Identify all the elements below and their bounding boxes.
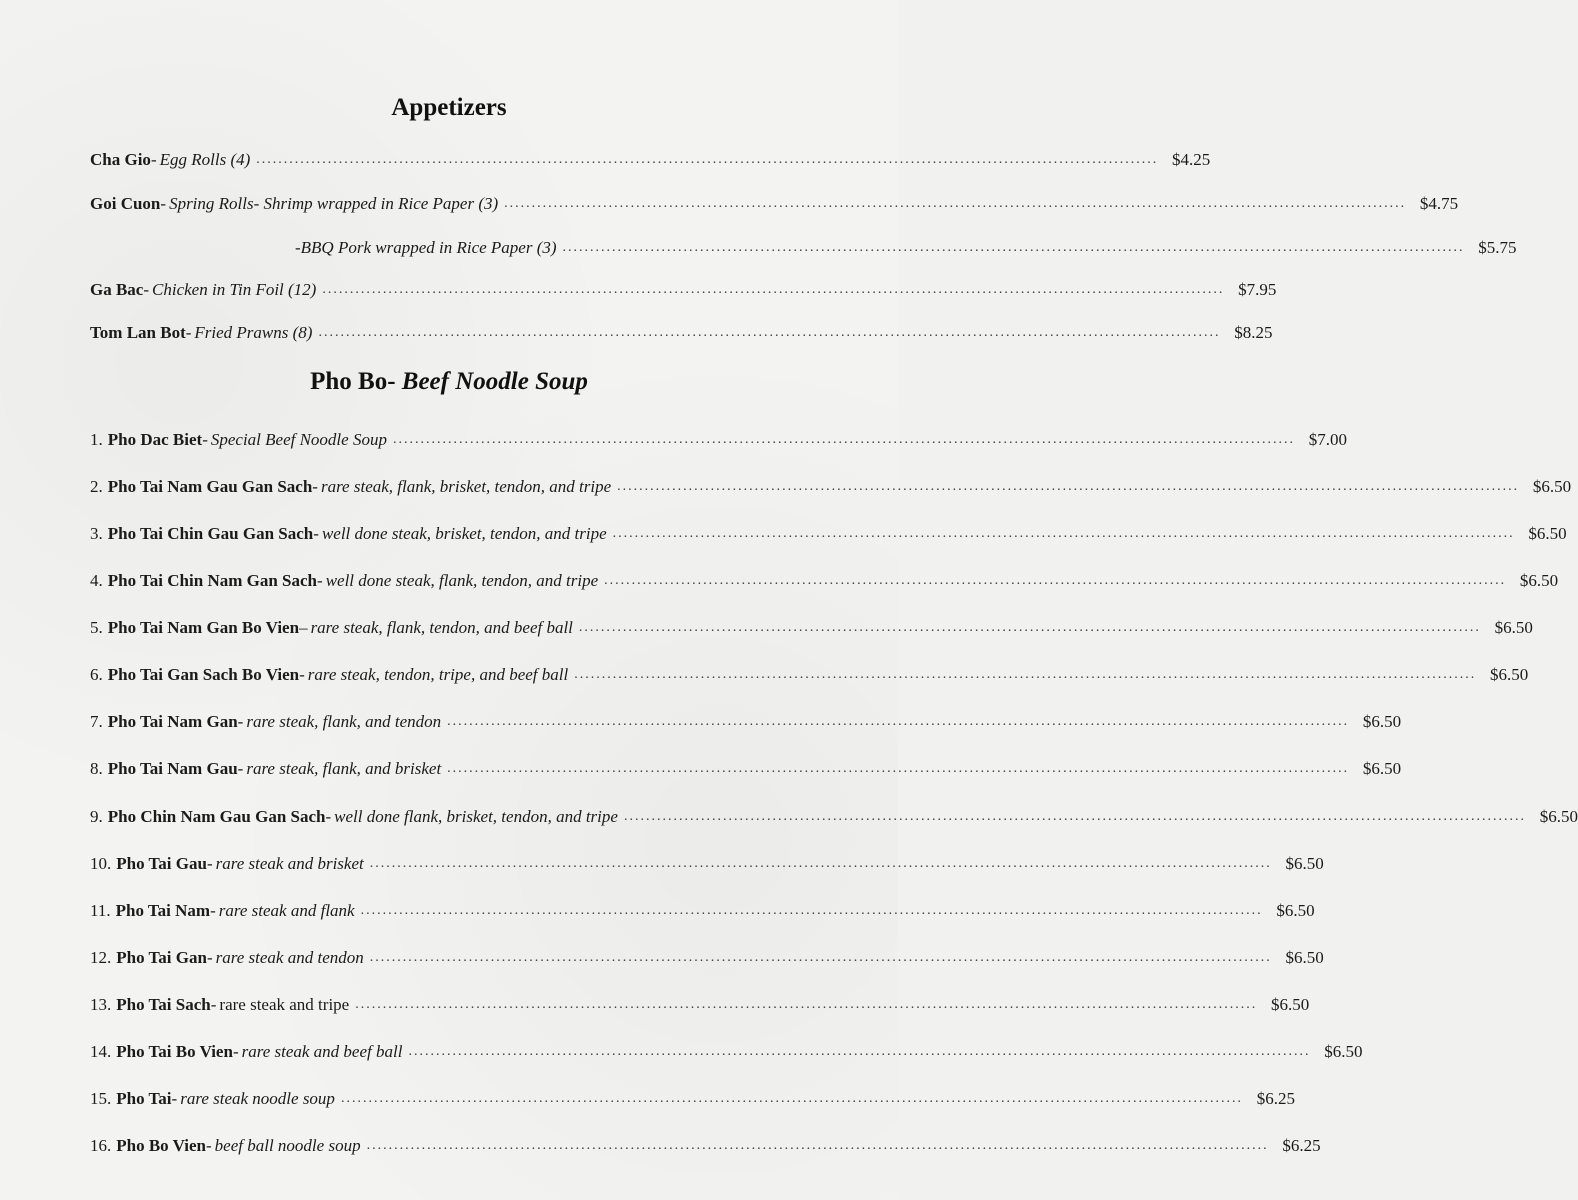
leader-dots: ....................................................................................................................................................................: [623, 809, 1526, 824]
item-separator: -: [206, 1136, 212, 1155]
item-name: Pho Tai Nam Gan Bo Vien: [107, 618, 300, 637]
item-name: Pho Tai Nam Gan: [107, 712, 238, 731]
item-name: Pho Tai Nam: [115, 901, 211, 920]
pho-item: [90, 514, 1567, 544]
item-separator: -: [232, 1042, 239, 1061]
leader-dots: ....................................................................................................................................................................: [447, 761, 1350, 776]
item-description: well done steak, brisket, tendon, and tripe: [321, 524, 607, 543]
item-separator: -: [202, 430, 208, 449]
pho-item: [90, 608, 1533, 638]
appetizer-item: [90, 184, 1459, 214]
item-description: well done flank, brisket, tendon, and tripe: [334, 807, 618, 826]
item-price: $4.75: [1419, 194, 1459, 213]
leader-dots: ....................................................................................................................................................................: [574, 667, 1477, 682]
item-description: well done steak, flank, tendon, and tripe: [325, 571, 599, 590]
item-separator: -: [313, 524, 319, 543]
item-description: Egg Rolls (4): [159, 150, 251, 169]
leader-dots: ....................................................................................................................................................................: [392, 432, 1295, 447]
leader-dots: ....................................................................................................................................................................: [504, 196, 1407, 211]
item-name: Pho Tai Bo Vien: [116, 1042, 233, 1061]
item-description: rare steak, flank, brisket, tendon, and tripe: [320, 477, 612, 496]
item-price: $6.50: [1276, 901, 1315, 920]
item-name: Pho Chin Nam Gau Gan Sach: [107, 807, 326, 826]
item-description: rare steak, tendon, tripe, and beef ball: [307, 665, 569, 684]
appetizers-heading: Appetizers: [391, 94, 507, 121]
item-description: rare steak and tendon: [215, 948, 364, 967]
pho-item: [90, 1032, 1363, 1062]
pho-item: [90, 1126, 1321, 1156]
pho-item: [90, 891, 1315, 921]
item-number: 11.: [90, 901, 111, 920]
item-number: 5.: [90, 618, 103, 637]
leader-dots: ....................................................................................................................................................................: [447, 714, 1350, 729]
item-description: rare steak noodle soup: [180, 1089, 335, 1108]
leader-dots: ....................................................................................................................................................................: [604, 573, 1507, 588]
item-description: rare steak, flank, and tendon: [246, 712, 442, 731]
leader-dots: ....................................................................................................................................................................: [612, 526, 1515, 541]
pho-item: [90, 702, 1402, 732]
appetizer-item: [90, 140, 1211, 170]
item-price: $6.25: [1256, 1089, 1295, 1108]
item-description: rare steak, flank, and brisket: [246, 759, 442, 778]
pho-item: [90, 749, 1402, 779]
item-description: Fried Prawns (8): [194, 323, 313, 342]
item-number: 4.: [90, 571, 103, 590]
item-price: $6.50: [1494, 618, 1533, 637]
item-separator: -: [210, 901, 216, 920]
item-price: $5.75: [1478, 238, 1517, 257]
item-number: 7.: [90, 712, 103, 731]
leader-dots: ....................................................................................................................................................................: [562, 240, 1465, 255]
item-separator: -: [210, 995, 217, 1014]
item-separator: –: [299, 618, 308, 637]
item-number: 14.: [90, 1042, 112, 1061]
item-description: rare steak and beef ball: [241, 1042, 403, 1061]
item-description: rare steak, flank, tendon, and beef ball: [310, 618, 573, 637]
item-description: Special Beef Noodle Soup: [210, 430, 387, 449]
item-number: 9.: [90, 807, 103, 826]
leader-dots: ....................................................................................................................................................................: [369, 950, 1272, 965]
item-description: rare steak and flank: [218, 901, 355, 920]
pho-item: [90, 844, 1324, 874]
item-name: Pho Tai Gan: [116, 948, 207, 967]
item-price: $6.25: [1282, 1136, 1321, 1155]
item-description: beef ball noodle soup: [214, 1136, 361, 1155]
leader-dots: ....................................................................................................................................................................: [355, 997, 1258, 1012]
item-price: $8.25: [1234, 323, 1273, 342]
item-separator: -: [150, 150, 157, 169]
pho-item: [90, 420, 1347, 450]
item-separator: -: [143, 280, 150, 299]
item-separator: -: [237, 759, 244, 778]
item-separator: -: [317, 571, 323, 590]
item-description: -BBQ Pork wrapped in Rice Paper (3): [295, 238, 557, 257]
appetizer-item: [90, 313, 1273, 343]
item-separator: -: [312, 477, 318, 496]
pho-item: [90, 1079, 1295, 1109]
leader-dots: ....................................................................................................................................................................: [369, 856, 1272, 871]
item-name: Pho Tai Gau: [116, 854, 207, 873]
pho-item: [90, 938, 1324, 968]
item-separator: -: [160, 194, 167, 213]
item-price: $6.50: [1539, 807, 1578, 826]
pho-item: [90, 467, 1572, 497]
pho-item: [90, 655, 1529, 685]
leader-dots: ....................................................................................................................................................................: [366, 1138, 1269, 1153]
leader-dots: ....................................................................................................................................................................: [318, 325, 1221, 340]
item-name: Goi Cuon: [90, 194, 161, 213]
item-number: 8.: [90, 759, 103, 778]
item-price: $4.25: [1172, 150, 1211, 169]
item-price: $6.50: [1285, 854, 1324, 873]
item-number: 12.: [90, 948, 112, 967]
item-name: Pho Tai Sach: [116, 995, 211, 1014]
leader-dots: ....................................................................................................................................................................: [256, 152, 1159, 167]
item-name: Pho Tai: [116, 1089, 172, 1108]
item-name: Pho Bo Vien: [116, 1136, 206, 1155]
leader-dots: ....................................................................................................................................................................: [408, 1044, 1311, 1059]
item-separator: -: [206, 948, 213, 967]
item-name: Pho Tai Nam Gau: [107, 759, 238, 778]
item-name: Tom Lan Bot: [90, 323, 186, 342]
item-separator: -: [185, 323, 192, 342]
item-price: $7.00: [1308, 430, 1347, 449]
item-price: $6.50: [1532, 477, 1572, 496]
appetizer-item: [90, 270, 1277, 300]
item-name: Pho Tai Nam Gau Gan Sach: [107, 477, 313, 496]
item-name: Pho Tai Gan Sach Bo Vien: [107, 665, 300, 684]
leader-dots: ....................................................................................................................................................................: [340, 1091, 1243, 1106]
item-price: $6.50: [1285, 948, 1324, 967]
item-number: 15.: [90, 1089, 112, 1108]
item-number: 3.: [90, 524, 103, 543]
item-number: 13.: [90, 995, 112, 1014]
item-description: rare steak and brisket: [215, 854, 364, 873]
item-name: Ga Bac: [90, 280, 144, 299]
pho-item: [90, 985, 1310, 1015]
item-number: 6.: [90, 665, 103, 684]
pho-bo-heading: Pho Bo- Beef Noodle Soup: [310, 368, 588, 395]
item-price: $6.50: [1362, 712, 1402, 731]
pho-item: [90, 561, 1559, 591]
item-price: $6.50: [1519, 571, 1559, 590]
item-price: $6.50: [1489, 665, 1529, 684]
item-name: Pho Tai Chin Gau Gan Sach: [107, 524, 314, 543]
item-separator: -: [325, 807, 332, 826]
item-name: Cha Gio: [90, 150, 151, 169]
leader-dots: ....................................................................................................................................................................: [322, 282, 1225, 297]
item-separator: -: [206, 854, 213, 873]
item-name: Pho Tai Chin Nam Gan Sach: [107, 571, 318, 590]
item-number: 1.: [90, 430, 103, 449]
leader-dots: ....................................................................................................................................................................: [360, 903, 1263, 918]
item-price: $6.50: [1270, 995, 1310, 1014]
item-separator: -: [299, 665, 305, 684]
leader-dots: ....................................................................................................................................................................: [617, 479, 1520, 494]
item-number: 16.: [90, 1136, 112, 1155]
item-separator: -: [237, 712, 244, 731]
item-description: Chicken in Tin Foil (12): [152, 280, 317, 299]
item-number: 10.: [90, 854, 112, 873]
item-price: $6.50: [1362, 759, 1402, 778]
item-description: Spring Rolls- Shrimp wrapped in Rice Paper (3): [169, 194, 499, 213]
appetizer-item: [90, 228, 1517, 258]
leader-dots: ....................................................................................................................................................................: [578, 620, 1481, 635]
item-price: $6.50: [1528, 524, 1567, 543]
item-number: 2.: [90, 477, 103, 496]
pho-item: [90, 797, 1578, 827]
item-price: $6.50: [1324, 1042, 1363, 1061]
item-name: Pho Dac Biet: [107, 430, 203, 449]
item-description: rare steak and tripe: [219, 995, 350, 1014]
item-price: $7.95: [1238, 280, 1277, 299]
item-separator: -: [171, 1089, 178, 1108]
